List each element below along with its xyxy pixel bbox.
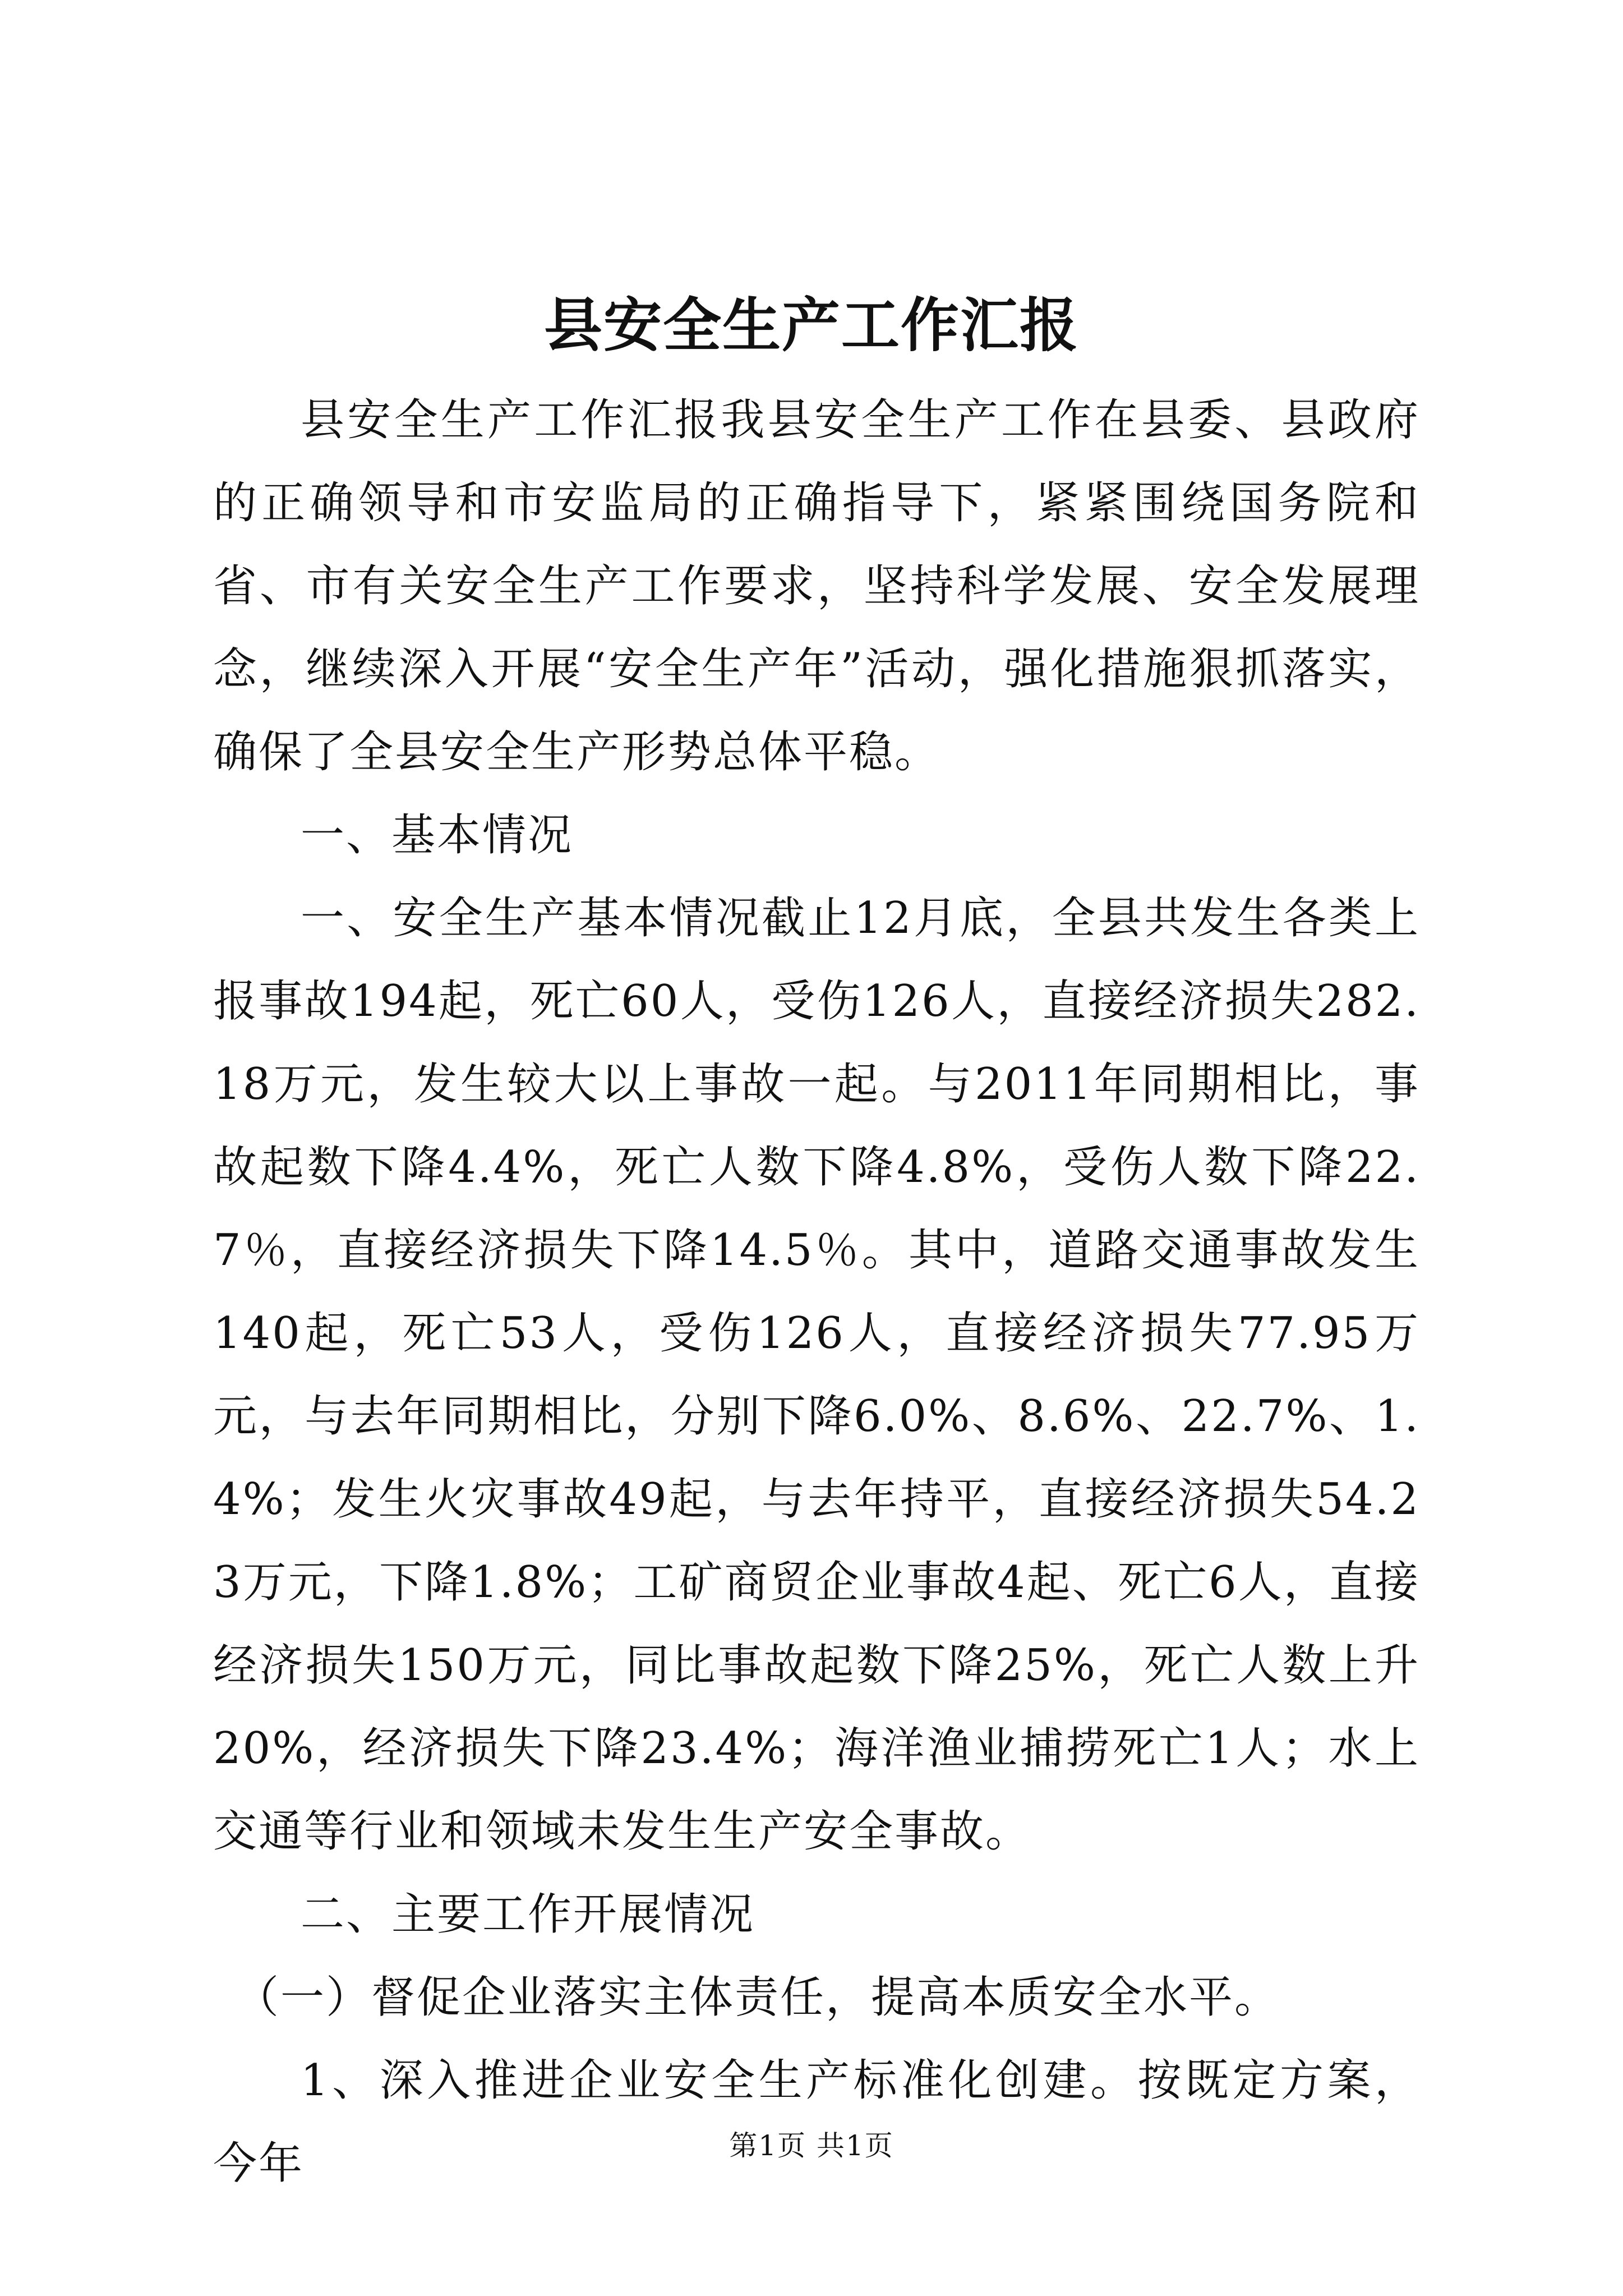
section-heading-basic: 一、基本情况 bbox=[301, 810, 574, 861]
paragraph-statistics: 一、安全生产基本情况截止12月底，全县共发生各类上报事故194起，死亡60人，受伤126人，直接经济损失282.18万元，发生较大以上事故一起。与2011年同期相比，事故起数下降4.4%，死亡人数下降4.8%，受伤人数下降22.7％，直接经济损失下降14.5％。其中，道路交通事故发生140起，死亡53人，受伤126人，直接经济损失77.95万元，与去年同期相比，分别下降6.0%、8.6%、22.7%、1.4%；发生火灾事故49起，与去年持平，直接经济损失54.23万元，下降1.8%；工矿商贸企业事故4起、死亡6人，直接经济损失150万元，同比事故起数下降25%，死亡人数上升20%，经济损失下降23.4%；海洋渔业捕捞死亡1人；水上交通等行业和领域未发生生产安全事故。 bbox=[213, 893, 1420, 1857]
paragraph-intro: 县安全生产工作汇报我县安全生产工作在县委、县政府的正确领导和市安监局的正确指导下，紧紧围绕国务院和省、市有关安全生产工作要求，坚持科学发展、安全发展理念，继续深入开展“安全生产年”活动，强化措施狠抓落实，确保了全县安全生产形势总体平稳。 bbox=[213, 395, 1420, 777]
section-heading-work: 二、主要工作开展情况 bbox=[301, 1889, 755, 1940]
subsection-heading-1: （一）督促企业落实主体责任，提高本质安全水平。 bbox=[235, 1972, 1280, 2023]
document-body bbox=[213, 379, 1420, 2205]
page-footer: 第1页 共1页 bbox=[729, 2129, 894, 2162]
paragraph-item-1: 1、深入推进企业安全生产标准化创建。按既定方案，今年 bbox=[213, 2055, 1420, 2189]
document-title: 县安全生产工作汇报 bbox=[543, 291, 1079, 360]
